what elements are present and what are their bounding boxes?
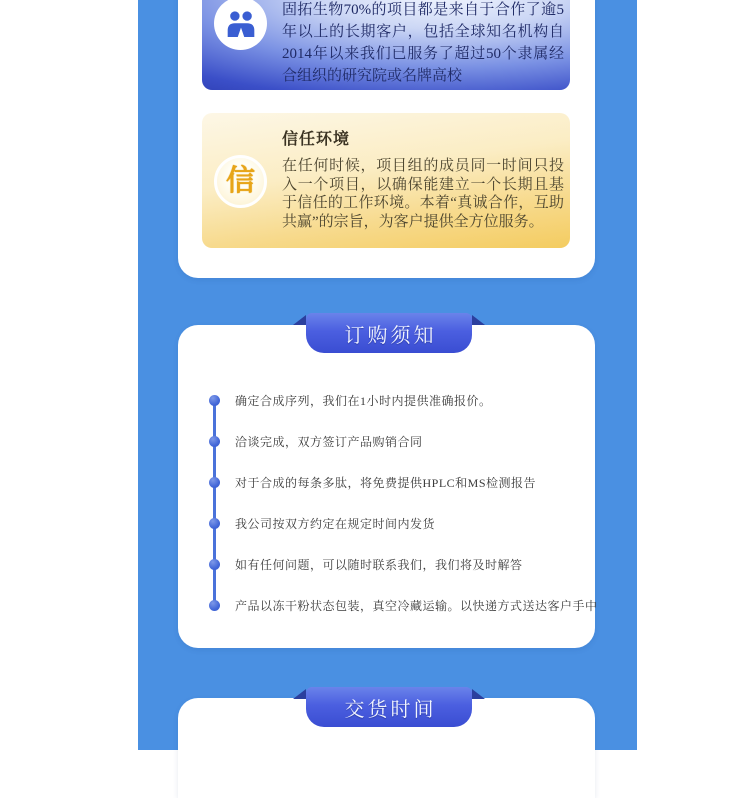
trust-card-text: 在任何时候，项目组的成员同一时间只投入一个项目，以确保能建立一个长期且基于信任的工作环境。本着“真诚合作，互助共赢”的宗旨，为客户提供全方位服务。: [282, 158, 564, 230]
partners-card: [202, 0, 570, 90]
list-item-text: 我公司按双方约定在规定时间内发货: [235, 516, 436, 531]
ribbon-fold-left: [293, 315, 306, 325]
delivery-title: 交货时间: [344, 698, 437, 721]
people-icon: [214, 0, 267, 50]
timeline-connector: [213, 400, 216, 605]
list-item: [209, 391, 492, 409]
bullet-dot-icon: [209, 518, 220, 529]
list-item-text: 如有任何问题，可以随时联系我们，我们将及时解答: [235, 557, 523, 572]
delivery-ribbon: [306, 687, 472, 727]
ribbon-fold-right: [472, 315, 485, 325]
bullet-dot-icon: [209, 436, 220, 447]
list-item-text: 洽谈完成，双方签订产品购销合同: [235, 434, 423, 449]
trust-card: [202, 113, 570, 248]
ribbon-fold-left: [293, 689, 306, 699]
list-item: [209, 473, 536, 491]
list-item: [209, 514, 435, 532]
list-item-text: 对于合成的每条多肽，将免费提供HPLC和MS检测报告: [235, 475, 537, 490]
list-item-text: 确定合成序列，我们在1小时内提供准确报价。: [235, 393, 492, 408]
bullet-dot-icon: [209, 477, 220, 488]
list-item-text: 产品以冻干粉状态包装，真空冷藏运输。以快递方式送达客户手中: [235, 598, 598, 613]
order-notice-ribbon: [306, 313, 472, 353]
order-notice-title: 订购须知: [344, 324, 437, 347]
list-item: [209, 596, 598, 614]
bullet-dot-icon: [209, 559, 220, 570]
trust-card-title: 信任环境: [282, 131, 351, 148]
bullet-dot-icon: [209, 395, 220, 406]
bullet-dot-icon: [209, 600, 220, 611]
list-item: [209, 555, 523, 573]
partners-card-text: 固拓生物70%的项目都是来自于合作了逾5年以上的长期客户，包括全球知名机构自2014年以来我们已服务了超过50个隶属经合组织的研究院或名牌高校: [282, 2, 564, 84]
list-item: [209, 432, 423, 450]
ribbon-fold-right: [472, 689, 485, 699]
trust-badge-icon: 信: [214, 155, 267, 208]
